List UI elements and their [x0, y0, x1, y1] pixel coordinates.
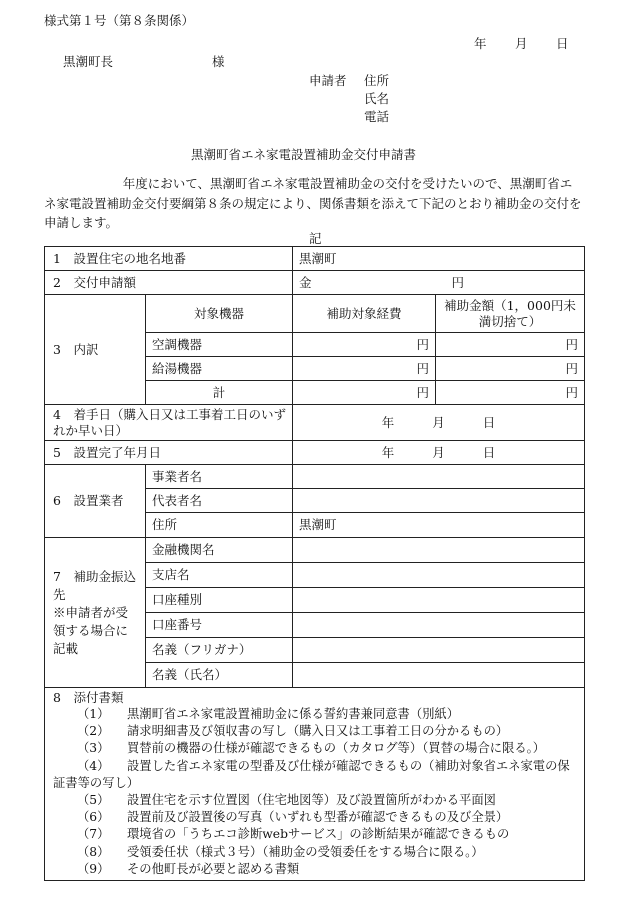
- installer-rep-field[interactable]: [293, 489, 585, 513]
- breakdown-label: 3 内訳: [45, 295, 146, 405]
- site-value[interactable]: 黒潮町: [293, 247, 585, 271]
- bank-name-label: 金融機関名: [146, 538, 293, 563]
- account-holder-name-label: 名義（氏名）: [146, 663, 293, 688]
- addressee-name: 黒潮町長: [63, 54, 114, 69]
- applicant-name-label: 氏名: [364, 91, 390, 106]
- date-day-label: 日: [556, 36, 569, 51]
- completion-month: 月: [432, 444, 445, 460]
- account-number-field[interactable]: [293, 613, 585, 638]
- aircon-cost-field[interactable]: 円: [293, 333, 436, 357]
- installer-label: 6 設置業者: [45, 465, 146, 538]
- start-date-field[interactable]: [293, 405, 585, 441]
- applicant-phone-label: 電話: [364, 109, 390, 124]
- site-label: 1 設置住宅の地名地番: [45, 247, 293, 271]
- account-type-label: 口座種別: [146, 588, 293, 613]
- breakdown-header-device: 対象機器: [146, 295, 293, 333]
- breakdown-total-label: 計: [146, 381, 293, 405]
- start-date-label: 4 着手日（購入日又は工事着工日のいずれか早い日）: [45, 405, 293, 441]
- date-year-label: 年: [474, 36, 487, 51]
- attachment-item: （5） 設置住宅を示す位置図（住宅地図等）及び設置箇所がわかる平面図: [77, 793, 496, 808]
- start-day: 日: [482, 414, 496, 430]
- total-cost-field[interactable]: 円: [293, 381, 436, 405]
- attachment-item: （9） その他町長が必要と認める書類: [77, 861, 300, 876]
- account-holder-kana-label: 名義（フリガナ）: [146, 638, 293, 663]
- branch-name-field[interactable]: [293, 563, 585, 588]
- installer-address-field[interactable]: 黒潮町: [293, 513, 585, 538]
- breakdown-item-waterheater: 給湯機器: [146, 357, 293, 381]
- account-holder-kana-field[interactable]: [293, 638, 585, 663]
- bank-label: [45, 538, 146, 688]
- breakdown-header-subsidy: 補助金額（1，000円未満切捨て）: [436, 295, 585, 333]
- account-type-field[interactable]: [293, 588, 585, 613]
- account-number-label: 口座番号: [146, 613, 293, 638]
- aircon-subsidy-field[interactable]: 円: [436, 333, 585, 357]
- start-year: 年: [381, 414, 395, 430]
- document-title: 黒潮町省エネ家電設置補助金交付申請書: [191, 147, 417, 162]
- amount-unit: 円: [451, 274, 465, 290]
- breakdown-header-cost: 補助対象経費: [293, 295, 436, 333]
- bank-name-field[interactable]: [293, 538, 585, 563]
- attachments-section: [45, 688, 585, 881]
- applicant-address-label: 住所: [364, 73, 390, 88]
- breakdown-item-aircon: 空調機器: [146, 333, 293, 357]
- form-number: 様式第１号（第８条関係）: [44, 13, 195, 28]
- completion-date-field[interactable]: [293, 441, 585, 465]
- installer-address-label: 住所: [146, 513, 293, 538]
- attachment-item: （1） 黒潮町省エネ家電設置補助金に係る誓約書兼同意書（別紙）: [77, 707, 460, 721]
- amount-field[interactable]: [293, 271, 585, 295]
- total-subsidy-field[interactable]: 円: [436, 381, 585, 405]
- completion-day: 日: [482, 444, 496, 460]
- installer-company-label: 事業者名: [146, 465, 293, 489]
- completion-year: 年: [381, 444, 395, 460]
- amount-label: 2 交付申請額: [45, 271, 293, 295]
- installer-rep-label: 代表者名: [146, 489, 293, 513]
- installer-company-field[interactable]: [293, 465, 585, 489]
- attachment-item: （8） 受領委任状（様式３号）（補助金の受領委任をする場合に限る。）: [77, 844, 484, 859]
- date-month-label: 月: [515, 36, 528, 51]
- amount-prefix: 金: [299, 274, 312, 290]
- branch-name-label: 支店名: [146, 563, 293, 588]
- start-month: 月: [432, 414, 445, 430]
- bank-label-line1: 7 補助金振込先: [53, 568, 136, 602]
- applicant-label: 申請者: [309, 73, 347, 88]
- waterheater-cost-field[interactable]: 円: [293, 357, 436, 381]
- attachment-item: （6） 設置前及び設置後の写真（いずれも型番が確認できるもの及び全景）: [77, 810, 509, 825]
- attachment-item: （4） 設置した省エネ家電の型番及び仕様が確認できるもの（補助対象省エネ家電の保証書等の写し）: [53, 758, 570, 790]
- addressee-honorific: 様: [212, 54, 225, 69]
- completion-label: 5 設置完了年月日: [45, 441, 293, 465]
- bank-label-line2: ※申請者が受領する場合に記載: [53, 604, 129, 656]
- waterheater-subsidy-field[interactable]: 円: [436, 357, 585, 381]
- ki-marker: 記: [309, 231, 322, 246]
- application-body-text: 年度において、黒潮町省エネ家電設置補助金の交付を受けたいので、黒潮町省エネ家電設置補助金交付要綱第８条の規定により、関係書類を添えて下記のとおり補助金の交付を申請します。: [44, 176, 582, 230]
- attachment-item: （3） 買替前の機器の仕様が確認できるもの（カタログ等）（買替の場合に限る。）: [77, 741, 546, 756]
- attachment-item: （2） 請求明細書及び領収書の写し（購入日又は工事着工日の分かるもの）: [77, 724, 509, 739]
- application-form-table: [44, 246, 585, 881]
- attachments-label: 8 添付書類: [53, 690, 124, 705]
- account-holder-name-field[interactable]: [293, 663, 585, 688]
- attachment-item: （7） 環境省の「うちエコ診断webサービス」の診断結果が確認できるもの: [77, 827, 510, 842]
